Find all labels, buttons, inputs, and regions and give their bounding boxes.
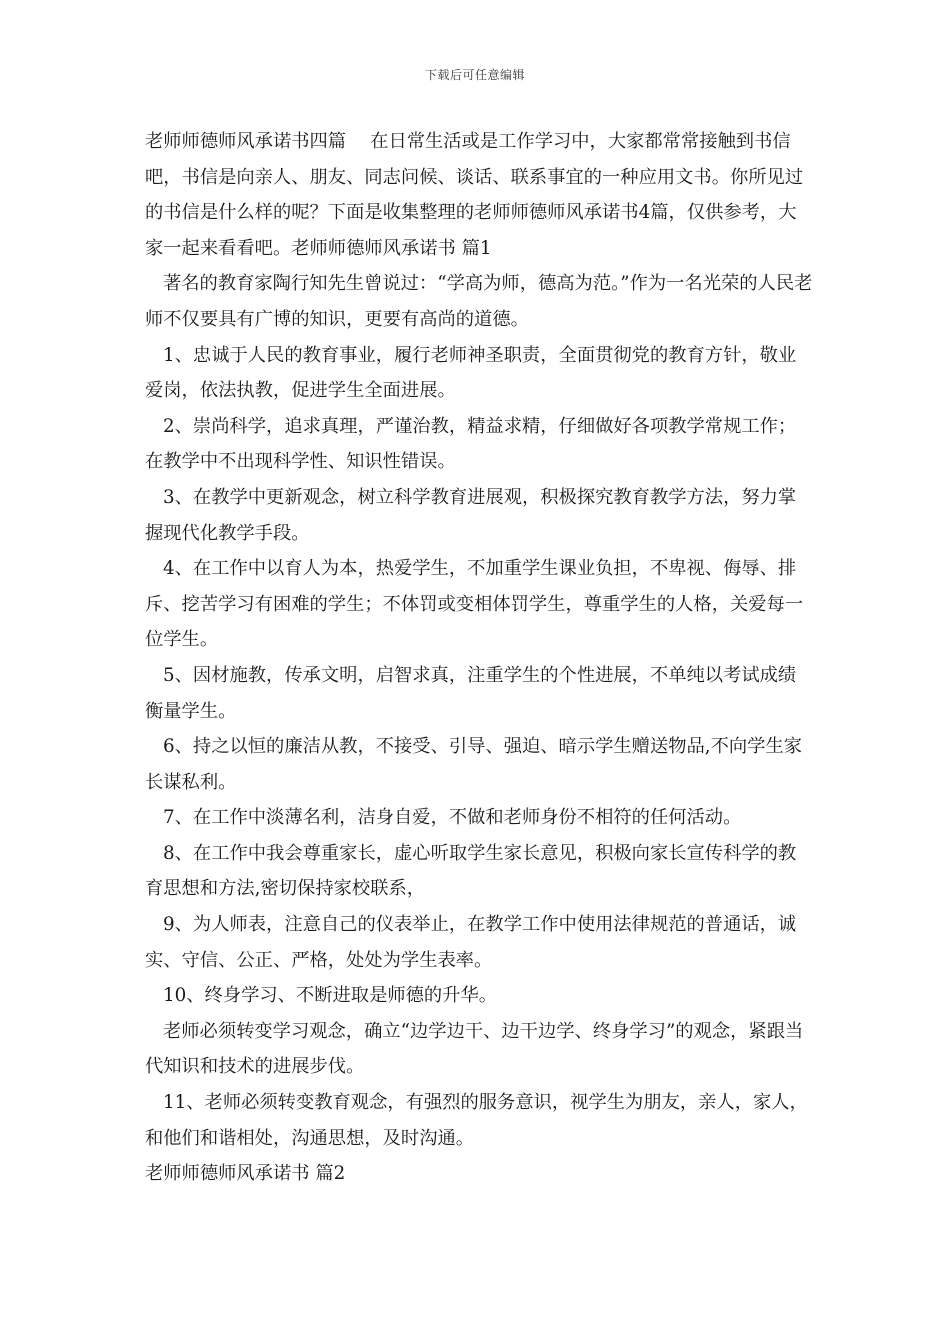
page-header-note: 下载后可任意编辑 xyxy=(424,68,525,82)
pledge-item-3: 3、在教学中更新观念，树立科学教育进展观，积极探究教育教学方法，努力掌握现代化教学手段。 xyxy=(145,486,797,544)
pledge-item-4: 4、在工作中以育人为本，热爱学生，不加重学生课业负担，不卑视、侮辱、排斥、挖苦学习有困难的学生；不体罚或变相体罚学生，尊重学生的人格，关爱每一位学生。 xyxy=(145,558,804,651)
section-heading-2: 老师师德师风承诺书 篇2 xyxy=(145,1163,346,1185)
pledge-item-10: 10、终身学习、不断进取是师德的升华。 xyxy=(163,985,498,1007)
pledge-item-9: 9、为人师表，注意自己的仪表举止，在教学工作中使用法律规范的普通话，诚实、守信、公正、严格，处处为学生表率。 xyxy=(145,914,797,971)
pledge-item-5: 5、因材施教，传承文明，启智求真，注重学生的个性进展，不单纯以考试成绩衡量学生。 xyxy=(145,664,797,722)
pledge-item-8: 8、在工作中我会尊重家长，虚心听取学生家长意见，积极向家长宣传科学的教育思想和方法,密切保持家校联系， xyxy=(145,842,797,900)
pledge-item-1: 1、忠诚于人民的教育事业，履行老师神圣职责，全面贯彻党的教育方针，敬业爱岗，依法执教，促进学生全面进展。 xyxy=(145,344,797,402)
pledge-item-6: 6、持之以恒的廉洁从教，不接受、引导、强迫、暗示学生赠送物品,不向学生家长谋私利。 xyxy=(145,736,803,793)
document-body xyxy=(145,124,813,1192)
pledge-item-11: 11、老师必须转变教育观念，有强烈的服务意识，视学生为朋友，亲人，家人，和他们和谐相处，沟通思想，及时沟通。 xyxy=(145,1092,808,1149)
pledge-item-7: 7、在工作中淡薄名利，洁身自爱，不做和老师身份不相符的任何活动。 xyxy=(163,807,742,829)
intro-paragraph: 老师师德师风承诺书四篇 在日常生活或是工作学习中，大家都常常接触到书信吧，书信是向亲人、朋友、同志问候、谈话、联系事宜的一种应用文书。你所见过的书信是什么样的呢？下面是收集整理的老师师德师风承诺书4篇，仅供参考，大家一起来看看吧。老师师德师风承诺书 篇1 xyxy=(145,131,804,259)
pledge-item-2: 2、崇尚科学，追求真理，严谨治教，精益求精，仔细做好各项教学常规工作；在教学中不出现科学性、知识性错误。 xyxy=(145,415,797,473)
pledge-item-10-detail: 老师必须转变学习观念，确立“边学边干、边干边学、终身学习”的观念，紧跟当代知识和技术的进展步伐。 xyxy=(145,1020,804,1078)
quote-paragraph: 著名的教育家陶行知先生曾说过：“学高为师，德高为范。”作为一名光荣的人民老师不仅要具有广博的知识，更要有高尚的道德。 xyxy=(145,273,813,330)
